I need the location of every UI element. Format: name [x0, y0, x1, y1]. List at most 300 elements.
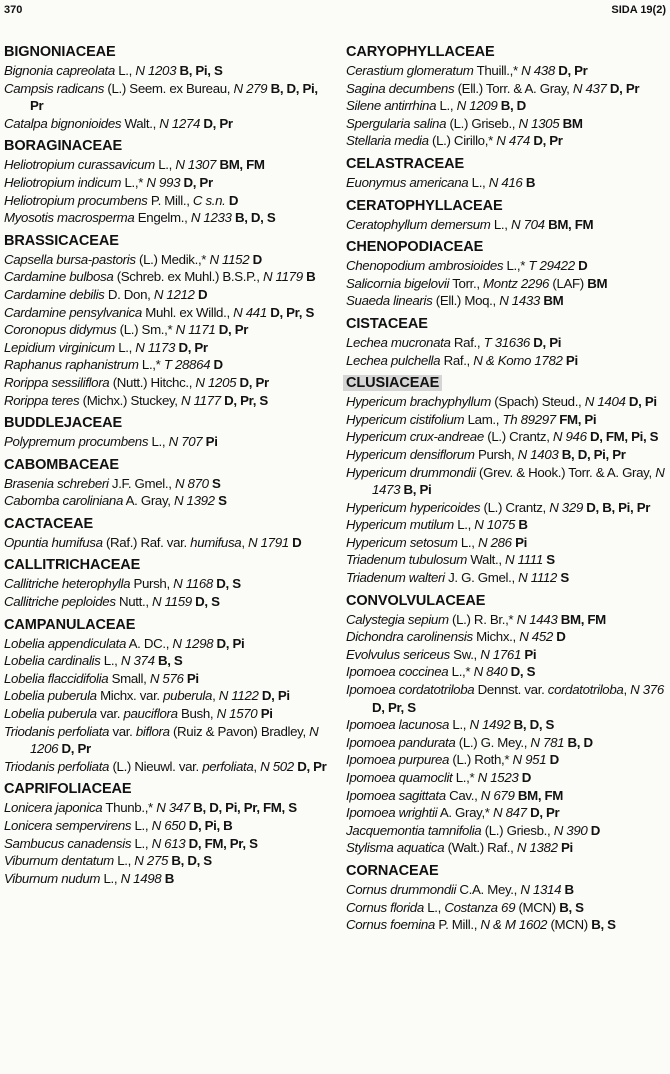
- herbaria-list: D, FM, Pi, S: [586, 429, 659, 445]
- species-name: Stellaria media: [346, 133, 429, 149]
- collector-number: N 1305: [518, 115, 560, 131]
- species-name: Ipomoea pandurata: [346, 734, 456, 750]
- species-entry: [346, 216, 670, 234]
- species-entry: [346, 257, 670, 275]
- species-name: Ipomoea coccinea: [346, 664, 449, 680]
- species-author: L.,: [113, 853, 135, 869]
- species-name: Lobelia flaccidifolia: [4, 670, 109, 686]
- species-author: L.,: [154, 157, 176, 173]
- species-entry: [4, 835, 328, 853]
- species-author: Pursh,: [130, 576, 174, 592]
- collector-number: N 1179: [262, 269, 303, 285]
- collector-number: N 1152: [209, 251, 250, 267]
- collector-number: Costanza 69: [444, 899, 516, 915]
- page-number: 370: [4, 4, 23, 16]
- species-name: Hypericum densiflorum: [346, 446, 475, 462]
- species-entry: [4, 635, 328, 653]
- family-group: [346, 863, 670, 934]
- species-author: Michx. var.: [96, 688, 164, 704]
- species-author: (L.) Griesb.,: [481, 822, 554, 838]
- species-entry: [4, 705, 328, 723]
- species-name: Hypericum mutilum: [346, 517, 454, 533]
- species-name: Capsella bursa-pastoris: [4, 251, 136, 267]
- species-entry: [4, 534, 328, 552]
- variety-name: cordatotriloba: [547, 682, 624, 698]
- collector-number: Th 89297: [502, 411, 556, 427]
- species-author: Engelm.,: [134, 210, 191, 226]
- family-name: CABOMBACEAE: [4, 456, 119, 473]
- species-author: (L.) Seem. ex Bureau,: [104, 80, 234, 96]
- species-name: Cornus drummondii: [346, 881, 457, 897]
- herbaria-list: B, D, Pi, Pr: [558, 446, 626, 462]
- species-entry: [4, 251, 328, 269]
- collector-number: N 1404: [584, 394, 626, 410]
- species-entry: [346, 716, 670, 734]
- species-entry: [4, 356, 328, 374]
- family-heading: [346, 44, 670, 61]
- herbaria-list: D: [518, 770, 532, 785]
- species-author: L.,: [468, 174, 489, 190]
- herbaria-list: D: [587, 822, 601, 838]
- family-name: CELASTRACEAE: [346, 155, 465, 172]
- herbaria-list: D: [552, 629, 566, 645]
- herbaria-list: B: [515, 517, 528, 533]
- family-group: [4, 781, 328, 887]
- species-name: Ipomoea cordatotriloba: [346, 682, 475, 698]
- herbaria-list: D, Pr: [200, 115, 233, 131]
- family-name: CLUSIACEAE: [343, 375, 442, 391]
- herbaria-list: Pi: [183, 670, 199, 686]
- family-group: [4, 516, 328, 552]
- family-group: [346, 239, 670, 310]
- species-name: Viburnum dentatum: [4, 853, 114, 869]
- species-name: Hypericum crux-andreae: [346, 429, 484, 445]
- species-author: Lam.,: [464, 411, 503, 427]
- family-name: CACTACEAE: [4, 515, 94, 532]
- species-name: Jacquemontia tamnifolia: [346, 822, 482, 838]
- herbaria-list: B, D: [497, 98, 526, 114]
- herbaria-list: BM, FM: [557, 611, 606, 627]
- species-author: (L.) Griseb.,: [446, 115, 519, 131]
- collector-number: N 1298: [172, 635, 214, 651]
- species-author: Small,: [108, 670, 150, 686]
- family-name: BRASSICACEAE: [4, 232, 119, 249]
- species-author: L.,: [457, 534, 478, 550]
- herbaria-list: B, D: [564, 734, 593, 750]
- species-name: Spergularia salina: [346, 115, 447, 131]
- collector-number: N 437: [572, 80, 607, 96]
- herbaria-list: BM, FM: [514, 787, 564, 803]
- species-name: Heliotropium curassavicum: [4, 157, 155, 173]
- herbaria-list: B, Pi, S: [176, 63, 223, 78]
- species-author: (L.) Nieuwl. var.: [109, 758, 203, 774]
- species-author: Thuill.,*: [473, 63, 522, 78]
- variety-name: biflora: [135, 723, 170, 739]
- herbaria-list: Pi: [557, 840, 573, 856]
- herbarium-code: (LAF): [549, 275, 584, 291]
- species-author: L.,*: [448, 664, 474, 680]
- species-author: Walt.,: [121, 115, 160, 131]
- herbaria-list: D: [225, 192, 239, 208]
- species-name: Ipomoea wrightii: [346, 805, 438, 821]
- herbaria-list: D, FM, Pr, S: [185, 835, 258, 851]
- species-entry: [346, 787, 670, 805]
- species-name: Rorippa teres: [4, 392, 80, 408]
- species-entry: [4, 433, 328, 451]
- herbaria-list: BM: [559, 115, 583, 131]
- species-author: (L.) Cirillo,*: [428, 133, 497, 149]
- family-group: [346, 593, 670, 857]
- collector-number: N 1206: [30, 723, 319, 757]
- species-entry: [346, 569, 670, 587]
- collector-number: C s.n.: [192, 192, 226, 208]
- collector-number: N 1177: [181, 392, 221, 408]
- species-entry: [346, 663, 670, 681]
- species-name: Hypericum hypericoides: [346, 499, 481, 515]
- collector-number: N 993: [146, 174, 181, 190]
- family-heading: [346, 593, 670, 610]
- herbaria-list: S: [542, 552, 555, 568]
- herbaria-list: D: [194, 286, 208, 302]
- species-name: Catalpa bignonioides: [4, 115, 122, 131]
- herbaria-list: D: [210, 357, 223, 373]
- species-author: C.A. Mey.,: [456, 881, 521, 897]
- species-name: Hypericum brachyphyllum: [346, 394, 491, 410]
- herbaria-list: BM: [583, 275, 608, 291]
- species-name: Callitriche heterophylla: [4, 576, 131, 592]
- collector-number: N 1173: [135, 339, 176, 355]
- collector-number: T 29422: [528, 258, 575, 274]
- species-entry: [4, 475, 328, 493]
- species-author: P. Mill.,: [434, 917, 481, 933]
- herbaria-list: D, Pr: [606, 80, 640, 96]
- species-entry: [4, 799, 328, 817]
- species-author: Torr.,: [449, 275, 484, 291]
- species-entry: [346, 628, 670, 646]
- collector-number: N 840: [473, 664, 508, 680]
- species-name: Cardamine bulbosa: [4, 269, 114, 285]
- species-entry: [346, 534, 670, 552]
- species-entry: [346, 839, 670, 857]
- species-name: Cornus florida: [346, 899, 424, 915]
- species-name: Lonicera japonica: [4, 800, 103, 816]
- herbaria-list: B, D, Pi, Pr: [30, 80, 318, 114]
- family-name: CHENOPODIACEAE: [346, 239, 484, 256]
- family-name: BUDDLEJACEAE: [4, 415, 123, 432]
- species-author: Dennst. var.: [474, 682, 548, 698]
- collector-number: Montz 2296: [483, 275, 550, 291]
- collector-number: N 1171: [175, 322, 216, 338]
- species-author: (Spach) Steud.,: [490, 394, 585, 410]
- herbaria-list: D, B, Pi, Pr: [582, 499, 651, 515]
- collector-number: N 1209: [456, 98, 498, 114]
- herbaria-list: D, Pi, B: [185, 818, 233, 833]
- family-name: BIGNONIACEAE: [4, 44, 116, 60]
- species-entry: [4, 575, 328, 593]
- family-name: CAPRIFOLIACEAE: [4, 781, 132, 798]
- species-author: var.: [96, 706, 124, 722]
- herbaria-list: S: [214, 493, 227, 509]
- species-name: Polypremum procumbens: [4, 434, 149, 450]
- collector-number: N 1570: [216, 706, 258, 722]
- family-name: CERATOPHYLLACEAE: [346, 197, 503, 214]
- herbaria-list: D, Pr, S: [372, 699, 416, 715]
- species-name: Hypericum setosum: [346, 534, 458, 550]
- collector-number: N 1307: [175, 157, 217, 173]
- journal-reference: SIDA 19(2): [611, 4, 666, 16]
- species-name: Sambucus canadensis: [4, 835, 132, 851]
- species-entry: [346, 393, 670, 411]
- species-author: L.,: [131, 818, 152, 833]
- species-author: Cav.,: [445, 787, 481, 803]
- herbaria-list: D, Pr: [58, 741, 91, 757]
- species-author: L.,*: [452, 770, 478, 785]
- species-author: A. Gray,*: [437, 805, 493, 821]
- family-heading: [346, 239, 670, 256]
- collector-number: N 1205: [195, 374, 237, 390]
- species-name: Chenopodium ambrosioides: [346, 258, 504, 274]
- species-entry: [4, 723, 328, 758]
- species-entry: [4, 304, 328, 322]
- family-group: [4, 44, 328, 132]
- collector-number: N 1274: [159, 115, 201, 131]
- species-entry: [4, 192, 328, 210]
- collector-number: N 1212: [153, 286, 195, 302]
- family-heading: [4, 233, 328, 250]
- collector-number: N & Komo 1782: [473, 352, 563, 368]
- herbaria-list: S: [208, 475, 221, 491]
- species-author: (Walt.) Raf.,: [444, 840, 517, 856]
- family-name: CALLITRICHACEAE: [4, 557, 141, 574]
- herbaria-list: D, S: [507, 664, 536, 680]
- collector-number: N 452: [519, 629, 553, 645]
- variety-author: ,: [241, 534, 249, 550]
- species-name: Lechea mucronata: [346, 334, 451, 350]
- herbaria-list: D: [288, 534, 302, 550]
- family-name: CISTACEAE: [346, 315, 428, 332]
- herbaria-list: Pi: [202, 434, 218, 450]
- family-group: [4, 617, 328, 776]
- species-entry: [346, 899, 670, 917]
- species-author: L.,: [453, 517, 475, 533]
- family-heading: [346, 156, 670, 173]
- family-group: [346, 44, 670, 150]
- herbaria-list: D, S: [191, 594, 220, 610]
- herbaria-list: Pi: [562, 352, 578, 368]
- collector-number: N 1233: [190, 210, 232, 226]
- species-author: D. Don,: [104, 286, 154, 302]
- herbaria-list: B: [302, 269, 316, 285]
- herbaria-list: D, Pr: [236, 374, 269, 390]
- collector-number: N 1433: [499, 293, 540, 309]
- species-name: Lobelia appendiculata: [4, 635, 127, 651]
- species-author: A. Gray,: [123, 493, 174, 509]
- herbaria-list: S: [556, 570, 569, 586]
- species-name: Stylisma aquatica: [346, 840, 445, 856]
- collector-number: N 946: [552, 429, 587, 445]
- herbaria-list: B: [522, 174, 536, 190]
- herbaria-list: Pi: [521, 646, 537, 662]
- collector-number: N 1168: [173, 576, 213, 592]
- collector-number: N 781: [530, 734, 565, 750]
- species-author: Muhl. ex Willd.,: [141, 304, 234, 320]
- species-author: (Ell.) Moq.,: [432, 293, 500, 309]
- family-heading: [4, 138, 328, 155]
- herbaria-list: D, Pr: [529, 133, 563, 149]
- species-author: (Ell.) Torr. & A. Gray,: [454, 80, 573, 96]
- species-name: Lechea pulchella: [346, 352, 441, 368]
- species-author: (Michx.) Stuckey,: [79, 392, 181, 408]
- herbaria-list: B, D, S: [231, 210, 276, 226]
- species-entry: [4, 62, 328, 80]
- species-author: Sw.,: [449, 646, 481, 662]
- species-name: Evolvulus sericeus: [346, 646, 450, 662]
- collector-number: N 847: [492, 805, 527, 821]
- herbaria-list: D, Pr, S: [266, 304, 314, 320]
- page-header: [4, 4, 666, 20]
- species-name: Ceratophyllum demersum: [346, 216, 491, 232]
- family-heading: [4, 617, 328, 634]
- variety-author: ,: [212, 688, 219, 704]
- collector-number: N 1203: [135, 63, 177, 78]
- species-author: L.,: [131, 835, 152, 851]
- species-entry: [346, 174, 670, 192]
- species-entry: [4, 817, 328, 835]
- species-author: L.,*: [138, 357, 164, 373]
- herbaria-list: B, Pi: [400, 482, 432, 498]
- herbaria-list: D: [546, 752, 559, 768]
- herbaria-list: B, S: [587, 917, 616, 933]
- species-author: (Grev. & Hook.) Torr. & A. Gray,: [475, 464, 656, 480]
- species-name: Lobelia puberula: [4, 688, 97, 704]
- herbaria-list: D, Pr: [554, 63, 588, 78]
- species-name: Triodanis perfoliata: [4, 723, 110, 739]
- species-entry: [346, 804, 670, 822]
- species-name: Heliotropium indicum: [4, 174, 122, 190]
- species-entry: [346, 769, 670, 787]
- herbaria-list: Pi: [257, 706, 273, 722]
- species-name: Silene antirrhina: [346, 98, 437, 114]
- herbaria-list: D, Pr: [215, 322, 249, 338]
- species-name: Viburnum nudum: [4, 870, 101, 886]
- herbaria-list: D, Pi: [529, 334, 562, 350]
- family-name: CARYOPHYLLACEAE: [346, 44, 495, 60]
- herbaria-list: D: [249, 251, 262, 267]
- herbaria-list: B, D, S: [510, 717, 555, 733]
- species-name: Bignonia capreolata: [4, 63, 115, 78]
- herbaria-list: D, Pr: [175, 339, 208, 355]
- species-entry: [4, 758, 328, 776]
- species-author: J.F. Gmel.,: [108, 475, 175, 491]
- collector-number: N 390: [553, 822, 588, 838]
- variety-author: (Ruiz & Pavon) Bradley,: [169, 723, 310, 739]
- species-author: Nutt.,: [115, 594, 153, 610]
- species-name: Cerastium glomeratum: [346, 63, 474, 78]
- collector-number: N 1111: [505, 552, 543, 568]
- species-entry: [346, 132, 670, 150]
- collector-number: N 1403: [517, 446, 559, 462]
- species-author: var.: [109, 723, 136, 739]
- species-name: Ipomoea quamoclit: [346, 770, 453, 785]
- species-entry: [4, 156, 328, 174]
- family-group: [346, 375, 670, 587]
- collector-number: N 279: [233, 80, 268, 96]
- collector-number: T 28864: [163, 357, 211, 373]
- collector-number: N 1761: [480, 646, 522, 662]
- herbaria-list: B, S: [154, 653, 183, 669]
- species-name: Campsis radicans: [4, 80, 105, 96]
- collector-number: N 474: [496, 133, 530, 149]
- species-name: Cabomba caroliniana: [4, 493, 124, 509]
- collector-number: N 1392: [173, 493, 215, 509]
- collector-number: N 1112: [518, 570, 557, 586]
- species-author: L.,: [148, 434, 169, 450]
- family-name: BORAGINACEAE: [4, 138, 123, 155]
- species-name: Lobelia cardinalis: [4, 653, 101, 669]
- collector-number: N 347: [156, 800, 190, 816]
- herbaria-list: FM, Pi: [555, 411, 597, 427]
- species-entry: [4, 687, 328, 705]
- family-group: [346, 316, 670, 369]
- species-name: Cornus foemina: [346, 917, 435, 933]
- species-author: J. G. Gmel.,: [444, 570, 519, 586]
- species-author: (Nutt.) Hitchc.,: [109, 374, 196, 390]
- herbaria-list: BM: [539, 293, 564, 309]
- species-author: Raf.,: [450, 334, 484, 350]
- species-author: L.,*: [121, 174, 147, 190]
- collector-number: N 502: [260, 758, 294, 774]
- herbaria-list: Pi: [511, 534, 527, 550]
- species-entry: [346, 275, 670, 293]
- species-author: (L.) Crantz,: [483, 429, 553, 445]
- collector-number: N 329: [549, 499, 583, 515]
- collector-number: N 1473: [372, 464, 665, 498]
- collector-number: N 1443: [516, 611, 558, 627]
- species-entry: [346, 551, 670, 569]
- herbaria-list: D, Pr: [293, 758, 327, 774]
- herbaria-list: B: [161, 870, 174, 886]
- collector-number: N 707: [168, 434, 203, 450]
- herbaria-list: BM, FM: [544, 216, 594, 232]
- species-author: L.,: [114, 339, 136, 355]
- species-entry: [346, 751, 670, 769]
- collector-number: N 1159: [152, 594, 192, 610]
- family-heading: [4, 516, 328, 533]
- species-author: (L.) Crantz,: [480, 499, 550, 515]
- family-group: [4, 415, 328, 451]
- species-author: L.,: [423, 899, 445, 915]
- species-name: Callitriche peploides: [4, 594, 116, 610]
- herbarium-code: (MCN): [515, 899, 556, 915]
- species-name: Coronopus didymus: [4, 322, 117, 338]
- herbaria-list: B: [561, 881, 574, 897]
- collector-number: N 650: [151, 818, 186, 833]
- species-entry: [346, 734, 670, 752]
- herbaria-list: B, S: [555, 899, 584, 915]
- family-heading: [346, 375, 670, 392]
- collector-number: N 1492: [469, 717, 511, 733]
- species-author: L.,: [436, 98, 457, 114]
- species-author: L.,: [449, 717, 470, 733]
- species-name: Salicornia bigelovii: [346, 275, 450, 291]
- family-heading: [4, 457, 328, 474]
- family-heading: [346, 198, 670, 215]
- herbaria-list: D, Pr: [526, 805, 560, 821]
- collector-number: N 870: [174, 475, 209, 491]
- family-heading: [4, 781, 328, 798]
- left-column: [4, 44, 328, 893]
- herbaria-list: B, D, Pi, Pr, FM, S: [189, 800, 297, 816]
